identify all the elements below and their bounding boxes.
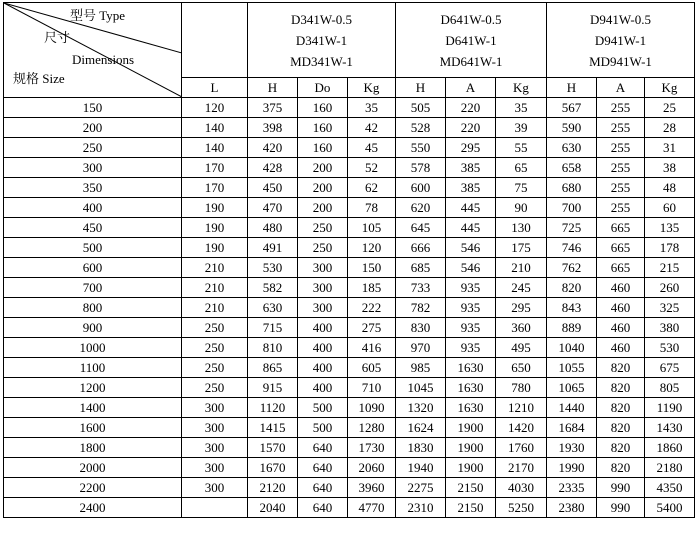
table-cell: 2040 — [248, 498, 298, 518]
table-cell: 658 — [547, 158, 597, 178]
table-cell: 255 — [597, 118, 645, 138]
column-header: Kg — [645, 78, 695, 98]
table-cell: 990 — [597, 498, 645, 518]
table-cell — [182, 498, 248, 518]
table-cell: 746 — [547, 238, 597, 258]
model-name: D641W-1 — [445, 32, 497, 48]
size-cell: 600 — [4, 258, 182, 278]
table-cell: 665 — [597, 258, 645, 278]
table-cell: 1930 — [547, 438, 597, 458]
table-cell: 2170 — [496, 458, 547, 478]
table-cell: 398 — [248, 118, 298, 138]
table-cell: 428 — [248, 158, 298, 178]
table-row — [4, 438, 695, 458]
table-cell: 645 — [396, 218, 446, 238]
table-cell: 1090 — [348, 398, 396, 418]
table-cell: 28 — [645, 118, 695, 138]
size-cell: 350 — [4, 178, 182, 198]
table-cell: 445 — [446, 198, 496, 218]
table-cell: 160 — [298, 118, 348, 138]
size-cell: 250 — [4, 138, 182, 158]
spec-size-label: 规格 Size — [13, 71, 65, 86]
table-cell: 990 — [597, 478, 645, 498]
table-cell: 935 — [446, 318, 496, 338]
table-cell: 1630 — [446, 358, 496, 378]
table-cell: 38 — [645, 158, 695, 178]
table-cell: 820 — [597, 458, 645, 478]
table-cell: 1120 — [248, 398, 298, 418]
table-cell: 31 — [645, 138, 695, 158]
size-cell: 300 — [4, 158, 182, 178]
table-cell: 200 — [298, 178, 348, 198]
table-cell: 400 — [298, 318, 348, 338]
table-cell: 985 — [396, 358, 446, 378]
table-cell: 250 — [298, 238, 348, 258]
table-cell: 460 — [597, 278, 645, 298]
table-cell: 4350 — [645, 478, 695, 498]
model-name: D641W-0.5 — [440, 11, 502, 27]
table-cell: 222 — [348, 298, 396, 318]
table-cell: 666 — [396, 238, 446, 258]
table-cell: 135 — [645, 218, 695, 238]
table-cell: 55 — [496, 138, 547, 158]
table-cell: 550 — [396, 138, 446, 158]
column-header: Do — [298, 78, 348, 98]
table-cell: 889 — [547, 318, 597, 338]
table-cell: 300 — [298, 258, 348, 278]
table-cell: 175 — [496, 238, 547, 258]
table-cell: 1670 — [248, 458, 298, 478]
size-cell: 1400 — [4, 398, 182, 418]
table-cell: 2275 — [396, 478, 446, 498]
table-cell: 820 — [597, 378, 645, 398]
table-cell: 416 — [348, 338, 396, 358]
table-cell: 700 — [547, 198, 597, 218]
table-cell: 630 — [248, 298, 298, 318]
table-cell: 5400 — [645, 498, 695, 518]
size-cell: 900 — [4, 318, 182, 338]
size-cell: 1000 — [4, 338, 182, 358]
table-cell: 605 — [348, 358, 396, 378]
table-cell: 460 — [597, 318, 645, 338]
table-cell: 530 — [248, 258, 298, 278]
table-cell: 75 — [496, 178, 547, 198]
table-cell: 385 — [446, 158, 496, 178]
table-cell: 78 — [348, 198, 396, 218]
table-cell: 1860 — [645, 438, 695, 458]
table-cell: 255 — [597, 158, 645, 178]
size-cell: 450 — [4, 218, 182, 238]
model-name: MD941W-1 — [589, 53, 652, 69]
table-cell: 200 — [298, 198, 348, 218]
model-name: D341W-0.5 — [290, 11, 353, 27]
table-cell: 210 — [182, 298, 248, 318]
table-cell: 725 — [547, 218, 597, 238]
size-cell: 1600 — [4, 418, 182, 438]
table-cell: 48 — [645, 178, 695, 198]
table-cell: 600 — [396, 178, 446, 198]
table-cell: 1210 — [496, 398, 547, 418]
table-cell: 1630 — [446, 398, 496, 418]
table-cell: 460 — [597, 338, 645, 358]
table-cell: 39 — [496, 118, 547, 138]
series-d641-header — [396, 3, 547, 78]
table-cell: 630 — [547, 138, 597, 158]
table-cell: 820 — [547, 278, 597, 298]
table-cell: 255 — [597, 198, 645, 218]
table-cell: 1830 — [396, 438, 446, 458]
table-row — [4, 338, 695, 358]
table-cell: 935 — [446, 338, 496, 358]
size-cell: 500 — [4, 238, 182, 258]
table-cell: 105 — [348, 218, 396, 238]
table-cell: 275 — [348, 318, 396, 338]
table-row — [4, 258, 695, 278]
table-cell: 140 — [182, 118, 248, 138]
table-cell: 843 — [547, 298, 597, 318]
table-cell: 491 — [248, 238, 298, 258]
table-cell: 1624 — [396, 418, 446, 438]
table-cell: 380 — [645, 318, 695, 338]
table-cell: 1940 — [396, 458, 446, 478]
table-cell: 2180 — [645, 458, 695, 478]
table-cell: 300 — [182, 438, 248, 458]
table-cell: 210 — [496, 258, 547, 278]
table-cell: 2310 — [396, 498, 446, 518]
table-cell: 546 — [446, 238, 496, 258]
table-cell: 640 — [298, 498, 348, 518]
table-cell: 640 — [298, 458, 348, 478]
table-cell: 820 — [597, 418, 645, 438]
table-cell: 295 — [496, 298, 547, 318]
table-cell: 2150 — [446, 498, 496, 518]
table-cell: 820 — [597, 358, 645, 378]
table-cell: 500 — [298, 418, 348, 438]
table-cell: 1570 — [248, 438, 298, 458]
table-cell: 150 — [348, 258, 396, 278]
table-cell: 582 — [248, 278, 298, 298]
table-cell: 90 — [496, 198, 547, 218]
table-cell: 805 — [645, 378, 695, 398]
table-cell: 762 — [547, 258, 597, 278]
table-cell: 715 — [248, 318, 298, 338]
table-cell: 640 — [298, 478, 348, 498]
table-cell: 470 — [248, 198, 298, 218]
table-cell: 1190 — [645, 398, 695, 418]
table-cell: 400 — [298, 378, 348, 398]
table-cell: 5250 — [496, 498, 547, 518]
series-d941-header — [547, 3, 695, 78]
table-cell: 1320 — [396, 398, 446, 418]
table-cell: 170 — [182, 178, 248, 198]
table-row — [4, 218, 695, 238]
table-cell: 220 — [446, 118, 496, 138]
table-cell: 528 — [396, 118, 446, 138]
table-cell: 675 — [645, 358, 695, 378]
table-row — [4, 478, 695, 498]
table-cell: 160 — [298, 138, 348, 158]
table-cell: 200 — [298, 158, 348, 178]
table-cell: 300 — [298, 298, 348, 318]
table-cell: 35 — [496, 98, 547, 118]
size-cell: 2000 — [4, 458, 182, 478]
table-cell: 255 — [597, 178, 645, 198]
table-cell: 640 — [298, 438, 348, 458]
table-cell: 665 — [597, 238, 645, 258]
size-cell: 2400 — [4, 498, 182, 518]
model-name: MD641W-1 — [439, 53, 503, 69]
table-cell: 3960 — [348, 478, 396, 498]
table-cell: 1430 — [645, 418, 695, 438]
table-cell: 160 — [298, 98, 348, 118]
table-cell: 546 — [446, 258, 496, 278]
size-cell: 1200 — [4, 378, 182, 398]
table-cell: 400 — [298, 358, 348, 378]
table-cell: 255 — [597, 98, 645, 118]
table-cell: 420 — [248, 138, 298, 158]
table-cell: 733 — [396, 278, 446, 298]
table-cell: 60 — [645, 198, 695, 218]
table-cell: 45 — [348, 138, 396, 158]
table-row — [4, 118, 695, 138]
table-cell: 4770 — [348, 498, 396, 518]
blank-header-cell — [182, 3, 248, 78]
model-name: D941W-0.5 — [589, 11, 652, 27]
table-cell: 360 — [496, 318, 547, 338]
table-row — [4, 398, 695, 418]
size-cell: 2200 — [4, 478, 182, 498]
table-cell: 820 — [597, 398, 645, 418]
table-cell: 2120 — [248, 478, 298, 498]
table-cell: 295 — [446, 138, 496, 158]
table-cell: 495 — [496, 338, 547, 358]
table-row — [4, 298, 695, 318]
table-cell: 1900 — [446, 438, 496, 458]
model-name: MD341W-1 — [290, 53, 353, 69]
table-cell: 42 — [348, 118, 396, 138]
table-cell: 1420 — [496, 418, 547, 438]
column-header: A — [446, 78, 496, 98]
table-cell: 120 — [348, 238, 396, 258]
table-cell: 2060 — [348, 458, 396, 478]
table-cell: 1045 — [396, 378, 446, 398]
table-cell: 300 — [298, 278, 348, 298]
table-row — [4, 358, 695, 378]
table-cell: 4030 — [496, 478, 547, 498]
table-cell: 300 — [182, 398, 248, 418]
size-cell: 1800 — [4, 438, 182, 458]
column-header: Kg — [348, 78, 396, 98]
table-cell: 385 — [446, 178, 496, 198]
table-cell: 210 — [182, 278, 248, 298]
size-cell: 200 — [4, 118, 182, 138]
table-cell: 300 — [182, 458, 248, 478]
table-cell: 250 — [182, 378, 248, 398]
table-cell: 185 — [348, 278, 396, 298]
column-header: L — [182, 78, 248, 98]
table-cell: 190 — [182, 198, 248, 218]
table-cell: 445 — [446, 218, 496, 238]
table-cell: 210 — [182, 258, 248, 278]
table-cell: 250 — [182, 318, 248, 338]
table-cell: 1065 — [547, 378, 597, 398]
model-name: D341W-1 — [295, 32, 348, 48]
size-cell: 400 — [4, 198, 182, 218]
table-row — [4, 198, 695, 218]
table-cell: 120 — [182, 98, 248, 118]
size-cell: 1100 — [4, 358, 182, 378]
table-cell: 480 — [248, 218, 298, 238]
table-cell: 450 — [248, 178, 298, 198]
table-cell: 400 — [298, 338, 348, 358]
table-cell: 1280 — [348, 418, 396, 438]
table-row — [4, 158, 695, 178]
table-cell: 250 — [298, 218, 348, 238]
table-row — [4, 278, 695, 298]
table-cell: 567 — [547, 98, 597, 118]
table-cell: 300 — [182, 418, 248, 438]
series-d341-header — [248, 3, 396, 78]
table-cell: 820 — [597, 438, 645, 458]
table-cell: 220 — [446, 98, 496, 118]
table-cell: 1900 — [446, 458, 496, 478]
table-cell: 1684 — [547, 418, 597, 438]
column-header: H — [396, 78, 446, 98]
table-cell: 1440 — [547, 398, 597, 418]
table-cell: 190 — [182, 238, 248, 258]
table-cell: 782 — [396, 298, 446, 318]
table-cell: 935 — [446, 278, 496, 298]
size-cell: 150 — [4, 98, 182, 118]
table-cell: 35 — [348, 98, 396, 118]
table-cell: 680 — [547, 178, 597, 198]
table-cell: 260 — [645, 278, 695, 298]
table-cell: 810 — [248, 338, 298, 358]
table-cell: 170 — [182, 158, 248, 178]
table-cell: 25 — [645, 98, 695, 118]
table-cell: 530 — [645, 338, 695, 358]
table-cell: 865 — [248, 358, 298, 378]
table-row — [4, 138, 695, 158]
dimensions-table — [3, 2, 695, 518]
table-cell: 140 — [182, 138, 248, 158]
table-cell: 1900 — [446, 418, 496, 438]
table-row — [4, 498, 695, 518]
table-cell: 935 — [446, 298, 496, 318]
table-row — [4, 318, 695, 338]
column-header: A — [597, 78, 645, 98]
table-cell: 52 — [348, 158, 396, 178]
table-cell: 178 — [645, 238, 695, 258]
table-cell: 65 — [496, 158, 547, 178]
table-cell: 245 — [496, 278, 547, 298]
table-cell: 780 — [496, 378, 547, 398]
size-cell: 700 — [4, 278, 182, 298]
table-cell: 375 — [248, 98, 298, 118]
table-cell: 1760 — [496, 438, 547, 458]
size-cn-label: 尺寸 — [44, 30, 71, 45]
table-cell: 1055 — [547, 358, 597, 378]
table-cell: 1630 — [446, 378, 496, 398]
table-cell: 62 — [348, 178, 396, 198]
table-cell: 500 — [298, 398, 348, 418]
column-header: H — [248, 78, 298, 98]
table-cell: 590 — [547, 118, 597, 138]
table-row — [4, 178, 695, 198]
table-cell: 1415 — [248, 418, 298, 438]
table-cell: 2335 — [547, 478, 597, 498]
table-cell: 505 — [396, 98, 446, 118]
size-cell: 800 — [4, 298, 182, 318]
table-cell: 1990 — [547, 458, 597, 478]
table-cell: 255 — [597, 138, 645, 158]
column-header: H — [547, 78, 597, 98]
table-cell: 1730 — [348, 438, 396, 458]
table-cell: 1040 — [547, 338, 597, 358]
corner-header-cell — [4, 3, 182, 98]
table-cell: 300 — [182, 478, 248, 498]
table-row — [4, 418, 695, 438]
model-name: D941W-1 — [594, 32, 647, 48]
table-cell: 460 — [597, 298, 645, 318]
table-cell: 215 — [645, 258, 695, 278]
table-cell: 650 — [496, 358, 547, 378]
table-row — [4, 378, 695, 398]
table-cell: 2380 — [547, 498, 597, 518]
table-cell: 578 — [396, 158, 446, 178]
dimensions-label: Dimensions — [72, 52, 135, 67]
column-header: Kg — [496, 78, 547, 98]
table-cell: 130 — [496, 218, 547, 238]
table-row — [4, 98, 695, 118]
table-row — [4, 238, 695, 258]
table-cell: 970 — [396, 338, 446, 358]
table-cell: 190 — [182, 218, 248, 238]
type-label: 型号 Type — [70, 8, 126, 23]
table-cell: 2150 — [446, 478, 496, 498]
table-cell: 250 — [182, 338, 248, 358]
table-cell: 830 — [396, 318, 446, 338]
table-cell: 250 — [182, 358, 248, 378]
table-cell: 325 — [645, 298, 695, 318]
header-row-models — [4, 3, 695, 78]
table-cell: 915 — [248, 378, 298, 398]
table-cell: 665 — [597, 218, 645, 238]
table-cell: 685 — [396, 258, 446, 278]
table-cell: 710 — [348, 378, 396, 398]
table-row — [4, 458, 695, 478]
table-cell: 620 — [396, 198, 446, 218]
